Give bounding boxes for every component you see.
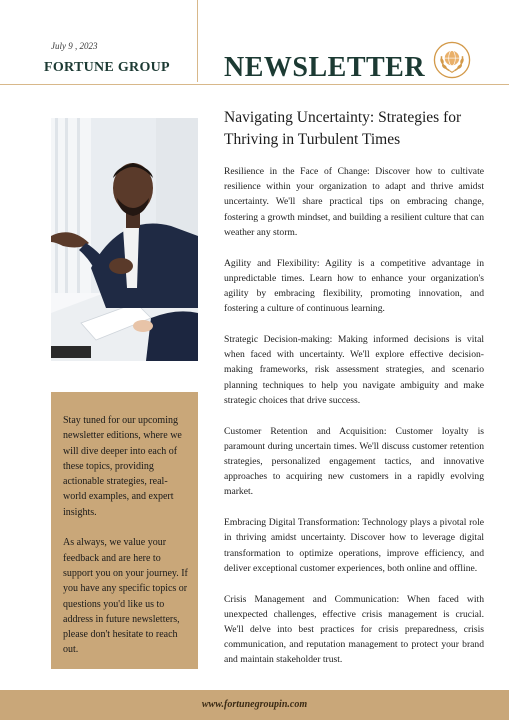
article-headline: Navigating Uncertainty: Strategies for Thriving in Turbulent Times bbox=[224, 109, 462, 148]
website-link[interactable]: www.fortunegroupin.com bbox=[201, 699, 308, 710]
brand-name: FORTUNE GROUP bbox=[44, 60, 170, 75]
article-body bbox=[224, 164, 484, 683]
footer-bar bbox=[0, 690, 509, 720]
article-paragraph: Resilience in the Face of Change: Discover how to cultivate resilience within your organization to adapt and thrive amidst uncertainty. We'll share practical tips on embracing change, fostering a growth mindset, and building a resilient culture that can weather any storm. bbox=[224, 166, 484, 238]
article-paragraph: Crisis Management and Communication: When faced with unexpected challenges, effective crisis management is crucial. We'll delve into best practices for crisis preparedness, crisis communication, and reputation management to protect your brand and maintain stakeholder trust. bbox=[224, 593, 484, 666]
header-divider-horizontal bbox=[0, 84, 509, 85]
laurel-globe-icon bbox=[433, 41, 471, 79]
sidebar-text bbox=[63, 413, 189, 673]
businessman-meeting-photo bbox=[51, 118, 198, 361]
sidebar-paragraph: Stay tuned for our upcoming newsletter editions, where we will dive deeper into each of these topics, providing actionable strategies, real-world examples, and expert insights. bbox=[63, 415, 182, 518]
issue-date: July 9 , 2023 bbox=[51, 41, 98, 51]
article-paragraph: Strategic Decision-making: Making informed decisions is vital when faced with uncertainty. We'll explore effective decision-making frameworks, risk assessment strategies, and scenario planning techniques to help you navigate ambiguity and make strategic choices that drive success. bbox=[224, 334, 484, 406]
article-paragraph: Customer Retention and Acquisition: Customer loyalty is paramount during uncertain times. We'll discuss customer retention strategies, personalized engagement tactics, and innovative approaches to acquiring new customers in a rapidly evolving market. bbox=[224, 425, 484, 498]
article-paragraph: Embracing Digital Transformation: Technology plays a pivotal role in thriving amidst uncertainty. Discover how to leverage digital transformation to optimize operations, improve efficiency, and deliver exceptional customer experiences, both online and offline. bbox=[224, 517, 484, 574]
header-divider-vertical bbox=[197, 0, 198, 82]
article-paragraph: Agility and Flexibility: Agility is a competitive advantage in unpredictable times. Learn how to enhance your organization's agility by embracing flexibility, promoting innovation, and fostering a culture of continuous learning. bbox=[224, 257, 484, 315]
sidebar-paragraph: As always, we value your feedback and are here to support you on your journey. If you have any specific topics or questions you'd like us to address in future newsletters, please don't hesitate to reach out. bbox=[63, 537, 188, 656]
newsletter-masthead: NEWSLETTER bbox=[224, 52, 426, 83]
